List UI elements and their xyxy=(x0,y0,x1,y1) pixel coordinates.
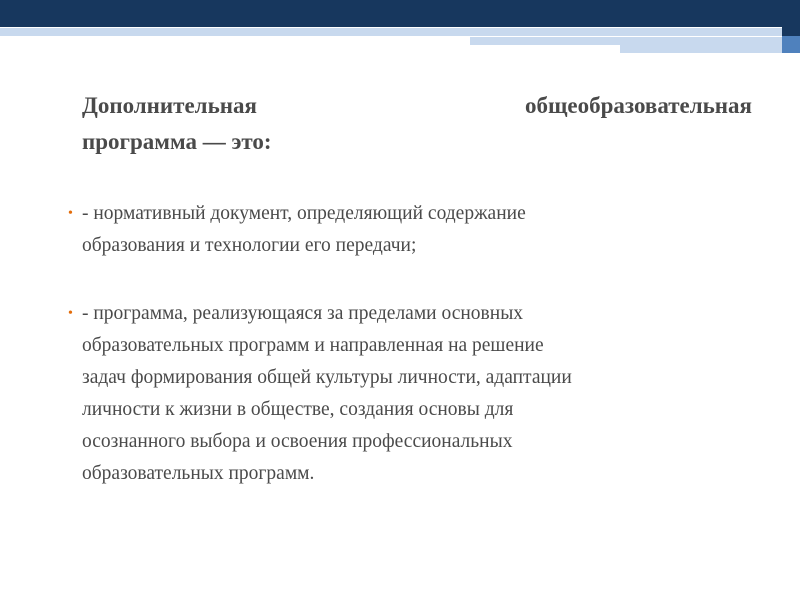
header-corner-accent xyxy=(782,36,800,53)
title-line-2: программа — это: xyxy=(82,129,272,154)
header-corner-dark xyxy=(782,0,800,36)
slide-title xyxy=(82,88,752,160)
header-separator xyxy=(0,27,782,28)
header-bar-light-step xyxy=(470,36,782,45)
header-separator-step xyxy=(470,36,782,37)
title-word-2: общеобразовательная xyxy=(524,93,752,118)
bullet-text: - нормативный документ, определяющий содержание образования и технологии его передачи; xyxy=(82,203,526,256)
bullet-item-definition-1 xyxy=(68,198,754,262)
header-bar-dark xyxy=(0,0,782,27)
bullet-marker-icon: • xyxy=(68,206,73,221)
title-word-1: Дополнительная xyxy=(82,93,257,118)
title-line-1 xyxy=(82,88,752,124)
header-bar-light-step-small xyxy=(620,45,782,53)
header-bar-light xyxy=(0,27,782,36)
bullet-text: - программа, реализующаяся за пределами основных образовательных программ и направленная на решение задач формирования общей культуры личности, адаптации личности к жизни в обществе, создания основы для осознанного выбора и освоения профессиональных образовательных программ. xyxy=(82,303,572,484)
bullet-marker-icon: • xyxy=(68,306,73,321)
bullet-item-definition-2 xyxy=(68,298,754,490)
